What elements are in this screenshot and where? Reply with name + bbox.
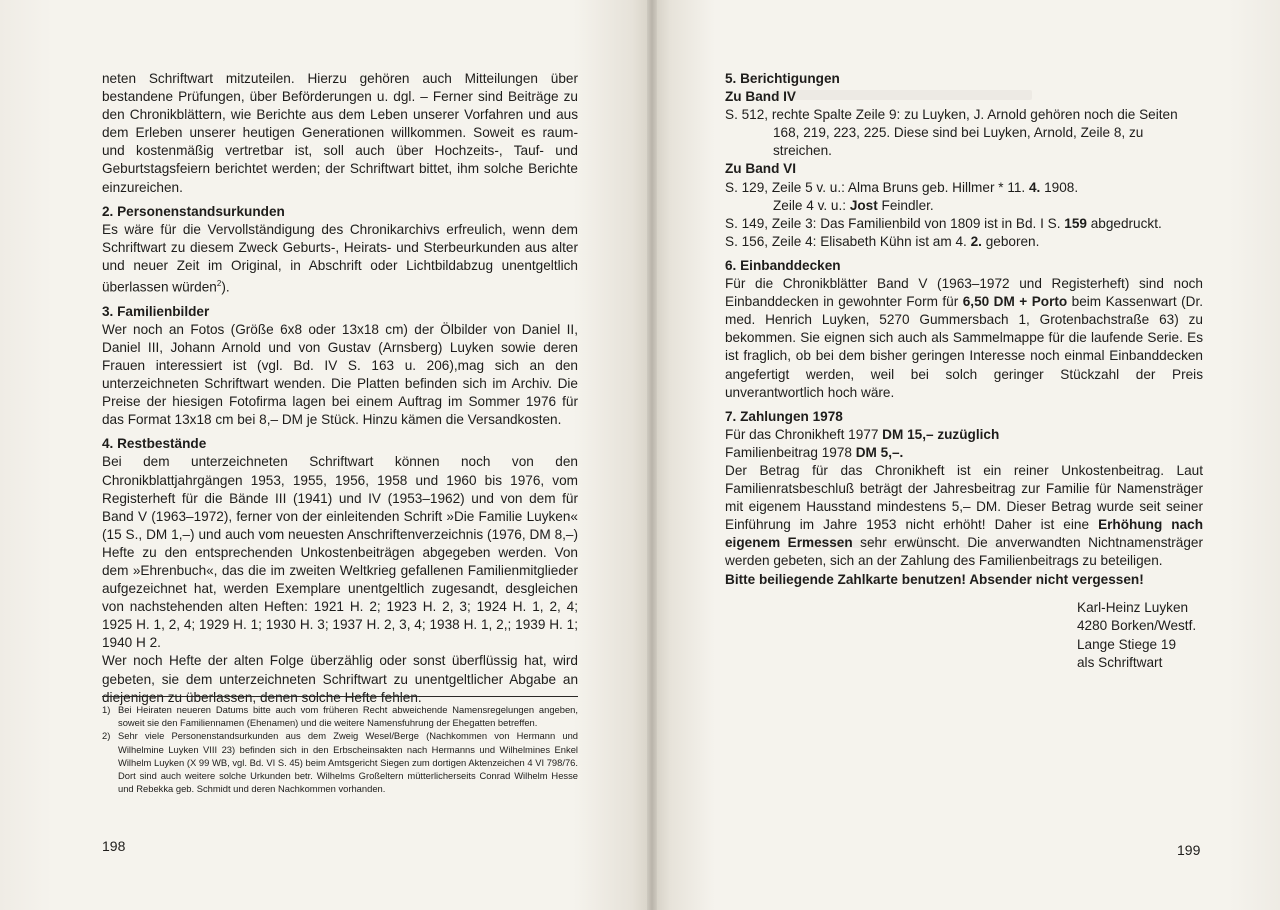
section-7-heading: 7. Zahlungen 1978 [725, 408, 843, 424]
footnote-ref-2: 2 [216, 279, 222, 289]
left-page-text-column [102, 70, 578, 707]
signature-name: Karl-Heinz Luyken [1077, 599, 1189, 615]
footnote-number: 1) [102, 704, 111, 715]
footnote-text: Sehr viele Personenstandsurkunden aus dem Zweig Wesel/Berge (Nachkommen von Hermann und Wilhelmine Luyken VIII 23) befinden sich in den Erbscheinsakten nach Hermanns und Wilhelmines Enkel Wilhelm Luyken (X 99 WB, vgl. Bd. VI S. 45) beim Amtsgericht Siegen zum dortigen Aktenzeichen 4 VI 798/76. Dort sind auch weitere solche Urkunden betr. Wilhelms Großeltern mütterlicherseits Conrad Wilhelm Hesse und Rebekka geb. Schmidt und deren Nachkommen vorhanden. [118, 730, 578, 795]
page-number-left: 198 [102, 838, 126, 854]
section-3-heading: 3. Familienbilder [102, 303, 210, 319]
section-4-body-2: Wer noch Hefte der alten Folge überzählig oder sonst überflüssig hat, wird gebeten, sie dem unterzeichneten Schriftwart zu unentgeltlicher Abgabe an diejenigen zu überlassen, denen solche Hefte fehlen. [102, 653, 578, 705]
section-2-tail: ). [221, 279, 230, 295]
intro-paragraph: neten Schriftwart mitzuteilen. Hierzu gehören auch Mitteilungen über bestandene Prüfungen, über Beförderungen u. dgl. – Ferner sind Beiträge zu den Chronikblättern, wie Berichte aus dem Leben unserer Vorfahren und aus dem Erleben unserer heutigen Generationen willkommen. Soweit es raum- und kostenmäßig vertretbar ist, soll auch über Hochzeits-, Tauf- und Geburtstagsfeiern berichtet werden; der Schriftwart bittet, ihm solche Berichte einzureichen. [102, 71, 578, 195]
section-7-emphasis: Erhöhung nach eigenem Ermessen [725, 517, 1204, 551]
section-7-text: Der Betrag für das Chronikheft ist ein reiner Unkostenbeitrag. Laut Familienratsbeschluß beträgt der Jahresbeitrag zur Familie für Namensträger mit eigenem Hausstand mindestens 5,– DM. Dieser Betrag wurde seit seiner Einführung im Jahre 1953 nicht erhöht! Daher ist eine [725, 462, 1203, 533]
correction-text: S. 129, Zeile 5 v. u.: Alma Bruns geb. Hillmer * 11. [725, 179, 1029, 195]
closing-request: Bitte beiliegende Zahlkarte benutzen! Absender nicht vergessen! [725, 571, 1144, 587]
section-7-text: Für das Chronikheft 1977 [725, 426, 883, 442]
footnotes [102, 703, 578, 795]
section-4-body: Bei dem unterzeichneten Schriftwart können noch von den Chronikblattjahrgängen 1953, 1955, 1956, 1958 und 1960 bis 1976, vom Registerheft für die Bände III (1941) und IV (1953–1962) und von dem für Band V (1963–1972), ferner von der einleitenden Schrift »Die Familie Luyken« (15 S., DM 1,–) und auch vom neuesten Anschriftenverzeichnis (1976, DM 8,–) Hefte zu den entsprechenden Unkostenbeiträgen abgegeben werden. Von dem »Ehrenbuch«, das die im zweiten Weltkrieg gefallenen Familienmitglieder aufgezeichnet hat, werden Exemplare unentgeltlich zugesandt, desgleichen von nachstehenden alten Heften: 1921 H. 2; 1923 H. 2, 3; 1924 H. 1, 2, 4; 1925 H. 1, 2, 4; 1929 H. 1; 1930 H. 3; 1937 H. 2, 3, 4; 1938 H. 1, 2,; 1939 H. 1; 1940 H 2. [102, 454, 578, 651]
section-2-body [102, 221, 578, 297]
footnote-2 [102, 729, 578, 795]
signature-street: Lange Stiege 19 [1077, 636, 1177, 652]
correction-bold: 4. [1028, 179, 1041, 195]
correction-text: abgedruckt. [1086, 215, 1162, 231]
section-6-text: beim Kassenwart (Dr. med. Henrich Luyken, 5270 Gummersbach 1, Grotenbachstraße 63) zu bekommen. Sie eignen sich auch als Sammelmappe für die laufende Serie. Es ist fraglich, ob bei dem bisher geringen Interesse noch einmal Einbanddecken angefertigt werden, weil bei solch geringer Stückzahl der Preis unverantwortlich hoch wäre. [725, 294, 1203, 400]
page-number-right: 199 [1177, 842, 1201, 858]
correction-text: Feindler. [877, 197, 934, 213]
section-6-body [725, 275, 1203, 402]
signature-role: als Schriftwart [1077, 655, 1163, 671]
section-7-text: sehr erwünscht. Die anverwandten Nichtnamensträger werden gebeten, sich an der Zahlung des Familienbeitrags zu beteiligen. [725, 535, 1204, 569]
section-2-text: Es wäre für die Vervollständigung des Chronikarchivs erfreulich, wenn dem Schriftwart zu diesem Zweck Geburts-, Heirats- und Sterbeurkunden aus alter und neuer Zeit im Original, in Abschrift oder Lichtbildabzug unentgeltlich überlassen würden [102, 221, 578, 295]
section-3-body: Wer noch an Fotos (Größe 6x8 oder 13x18 cm) der Ölbilder von Daniel II, Daniel III, Johann Arnold und von Gustav (Arnsberg) Luyken sowie deren Frauen interessiert ist (vgl. Bd. IV S. 163 u. 206),mag sich an den unterzeichneten Schriftwart wenden. Die Platten befinden sich im Archiv. Die Preise der hiesigen Fotofirma lagen bei einem Auftrag im Sommer 1976 für das Format 13x18 cm bei 8,– DM je Stück. Hinzu kämen die Versandkosten. [102, 321, 578, 428]
section-7-line-2 [725, 444, 1203, 462]
section-5-heading: 5. Berichtigungen [725, 71, 840, 86]
band-6-correction-3 [725, 215, 1203, 233]
right-page-text-column [725, 70, 1203, 673]
correction-bold: 159 [1064, 215, 1087, 231]
footnote-number: 2) [102, 730, 111, 742]
section-7-body [725, 462, 1203, 571]
band-6-correction-4 [725, 233, 1203, 251]
section-7-amount: DM 15,– zuzüglich [882, 426, 1000, 442]
right-page [652, 0, 1280, 910]
section-6-price: 6,50 DM + Porto [962, 294, 1068, 310]
correction-text: S. 149, Zeile 3: Das Familienbild von 1809 ist in Bd. I S. [725, 215, 1065, 231]
section-7-amount: DM 5,–. [855, 444, 904, 460]
band-6-correction-1 [725, 179, 1203, 197]
footnote-1 [102, 703, 578, 729]
section-6-text: Für die Chronikblätter Band V (1963–1972 und Registerheft) sind noch Einbanddecken in gewohnter Form für [725, 276, 1203, 310]
section-6-heading: 6. Einbanddecken [725, 257, 841, 273]
band-4-heading: Zu Band IV [725, 89, 796, 105]
correction-text: 1908. [1040, 179, 1079, 195]
section-4-heading: 4. Restbestände [102, 436, 207, 452]
footnote-text: Bei Heiraten neueren Datums bitte auch vom früheren Recht abweichende Namensregelungen angeben, soweit sie den Familiennamen (Ehenamen) und die weitere Namensfuhrung der Ehegatten betreffen. [118, 704, 578, 729]
section-7-line-1 [725, 426, 1203, 444]
band-4-correction: S. 512, rechte Spalte Zeile 9: zu Luyken, J. Arnold gehören noch die Seiten 168, 219, 223, 225. Diese sind bei Luyken, Arnold, Zeile 8, zu streichen. [725, 107, 1178, 159]
correction-bold: 2. [970, 233, 982, 249]
signature-block [1077, 599, 1203, 673]
footnote-separator [102, 696, 578, 697]
correction-text: Zeile 4 v. u.: [773, 197, 850, 213]
band-6-heading: Zu Band VI [725, 161, 796, 177]
correction-bold: Jost [849, 197, 878, 213]
signature-city: 4280 Borken/Westf. [1077, 618, 1197, 634]
book-gutter [647, 0, 657, 910]
band-6-correction-2 [725, 197, 1203, 215]
correction-text: S. 156, Zeile 4: Elisabeth Kühn ist am 4. [725, 233, 971, 249]
section-7-text: Familienbeitrag 1978 [725, 444, 856, 460]
correction-text: geboren. [981, 233, 1040, 249]
section-2-heading: 2. Personenstandsurkunden [102, 203, 285, 219]
